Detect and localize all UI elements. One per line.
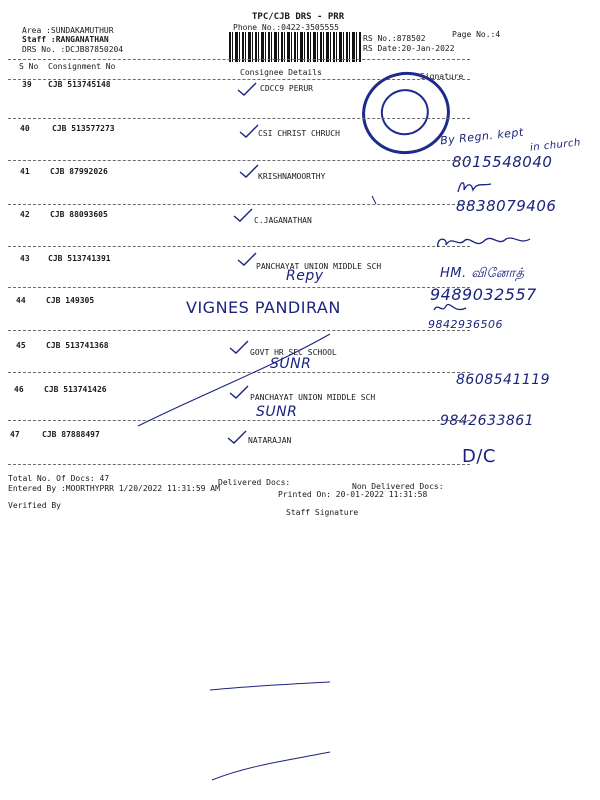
rs-date: RS Date:20-Jan-2022 (363, 44, 455, 53)
handwritten-note: By Regn. kept (439, 125, 525, 148)
row-consignment: CJB 149305 (46, 296, 95, 305)
row-consignee: NATARAJAN (248, 436, 292, 445)
row-consignee: PANCHAYAT UNION MIDDLE SCH (256, 262, 382, 271)
handwritten-note: in church (529, 137, 582, 154)
col-consignee: Consignee Details (240, 68, 322, 77)
col-consignment: Consignment No (48, 62, 116, 71)
row-sno: 46 (14, 385, 24, 394)
handwritten-phone: 8838079406 (456, 197, 557, 215)
staff-signature: Staff Signature (286, 508, 359, 517)
row-sno: 39 (22, 80, 32, 89)
row-consignee: GOVT HR SEC SCHOOL (250, 348, 337, 357)
handwritten-name: HM. வினோத் (440, 266, 525, 281)
handwritten-note: D/C (462, 446, 496, 467)
row-consignee: CDCC9 PERUR (260, 84, 313, 93)
row-sno: 47 (10, 430, 20, 439)
row-consignment: CJB 513741426 (44, 385, 107, 394)
printed-on: Printed On: 20-01-2022 11:31:58 (278, 490, 428, 499)
area-label: Area :SUNDAKAMUTHUR (22, 26, 114, 35)
handwritten-sign: SUNR (270, 356, 312, 372)
row-consignment: CJB 513745148 (48, 80, 111, 89)
col-signature: Signature (420, 72, 464, 81)
handwritten-phone: 9842936506 (428, 318, 503, 331)
phone-number: Phone No.:0422-3505555 (233, 23, 339, 32)
row-consignment: CJB 513741391 (48, 254, 111, 263)
non-delivered-docs: Non Delivered Docs: (352, 482, 444, 491)
row-consignee: C.JAGANATHAN (254, 216, 312, 225)
row-sno: 45 (16, 341, 26, 350)
row-consignment: CJB 87992026 (50, 167, 108, 176)
row-consignment: CJB 513741368 (46, 341, 109, 350)
row-sno: 40 (20, 124, 30, 133)
verified-by: Verified By (8, 501, 61, 510)
drs-number: DRS No. :DCJB87850204 (22, 45, 124, 54)
handwritten-phone: 8015548040 (452, 153, 553, 171)
handwritten-phone: 8608541119 (456, 372, 551, 388)
page-number: Page No.:4 (452, 30, 501, 39)
row-sno: 44 (16, 296, 26, 305)
row-consignee: PANCHAYAT UNION MIDDLE SCH (250, 393, 376, 402)
delivered-docs: Delivered Docs: (218, 478, 291, 487)
handwritten-name: VIGNES PANDIRAN (186, 298, 341, 317)
row-consignee: KRISHNAMOORTHY (258, 172, 326, 181)
total-docs: Total No. Of Docs: 47 (8, 474, 110, 483)
row-sno: 43 (20, 254, 30, 263)
row-consignee: CSI CHRIST CHRUCH (258, 129, 340, 138)
staff-label: Staff :RANGANATHAN (22, 35, 109, 44)
handwritten-phone: 9489032557 (430, 285, 537, 304)
handwritten-sign: Repy (286, 268, 324, 284)
col-sno: S No (19, 62, 39, 71)
row-sno: 42 (20, 210, 30, 219)
entered-by: Entered By :MOORTHYPRR 1/20/2022 11:31:59 AM (8, 484, 220, 493)
drs-title: TPC/CJB DRS - PRR (252, 12, 345, 22)
row-consignment: CJB 87888497 (42, 430, 100, 439)
rs-number: RS No.:878502 (363, 34, 426, 43)
handwritten-phone: 9842633861 (440, 413, 535, 429)
row-sno: 41 (20, 167, 30, 176)
handwritten-sign: SUNR (256, 404, 298, 420)
row-consignment: CJB 513577273 (52, 124, 115, 133)
row-consignment: CJB 88093605 (50, 210, 108, 219)
